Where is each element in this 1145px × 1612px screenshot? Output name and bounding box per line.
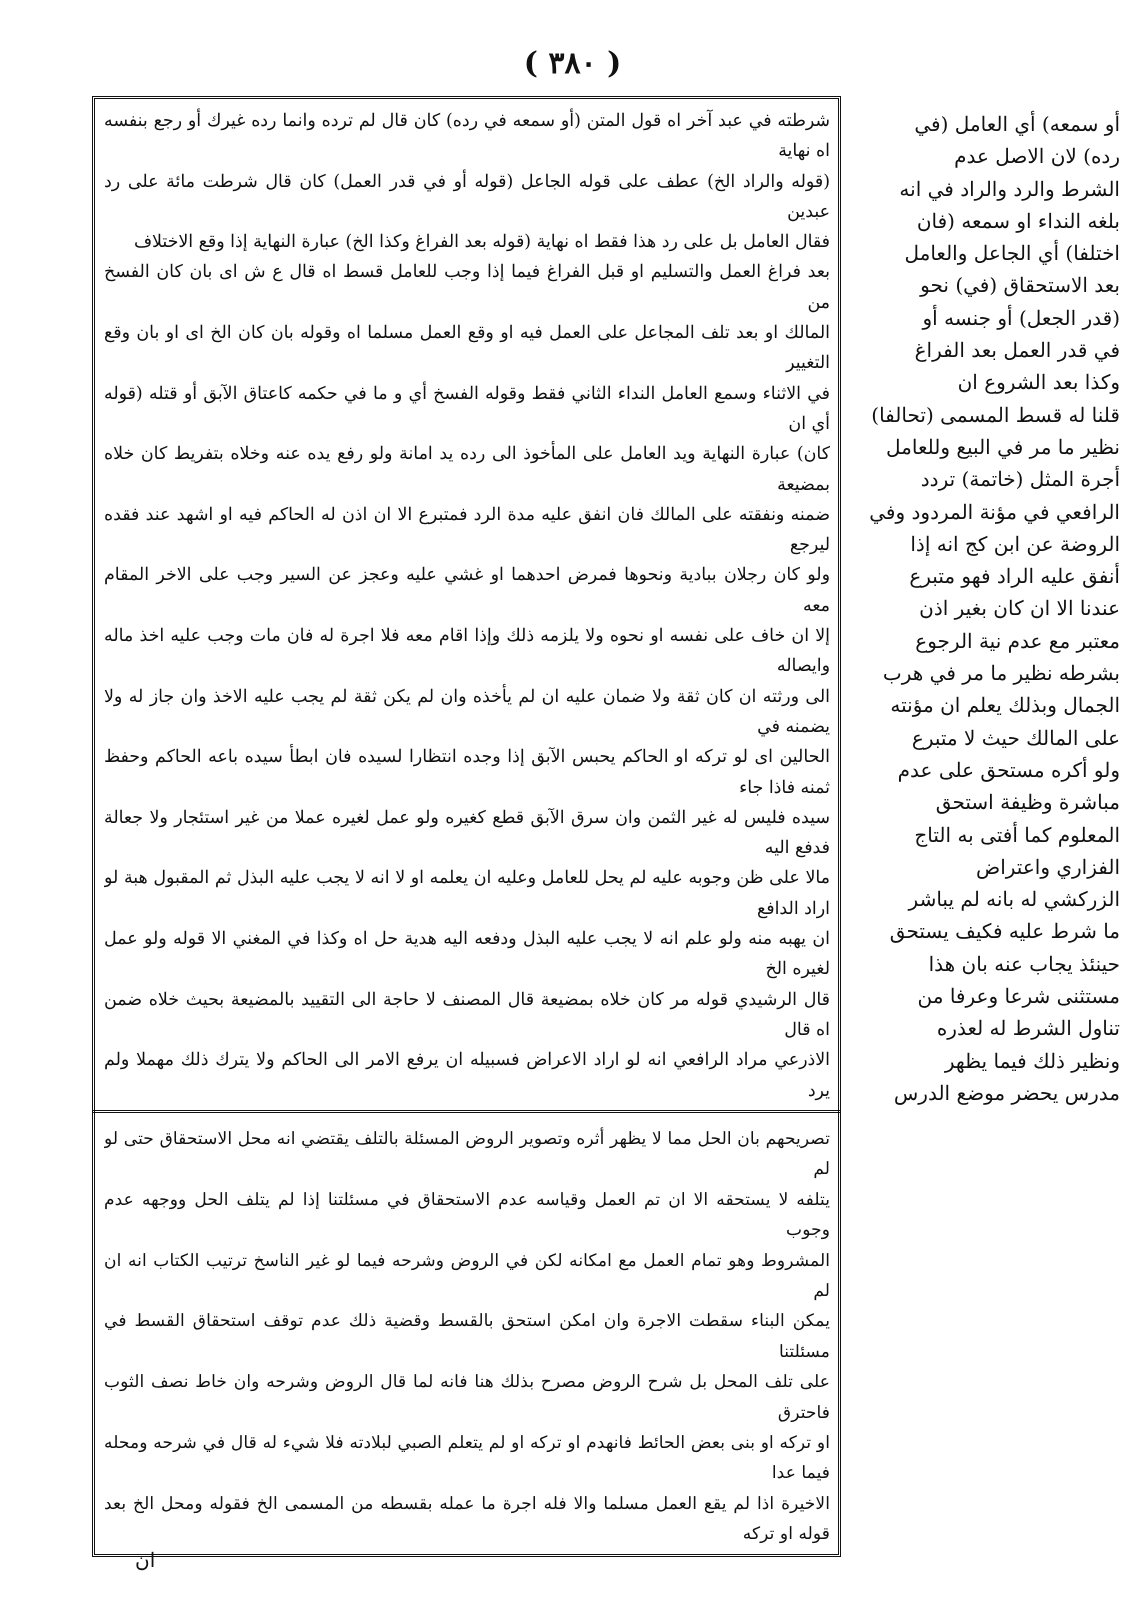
margin-text-line: (قدر الجعل) أو جنسه أو	[922, 305, 1120, 330]
margin-text	[850, 108, 1120, 1108]
main-text-line: المالك او بعد تلف المجاعل على العمل فيه او وقع العمل مسلما اه وقوله بان كان الخ اى او بان وقع التغيير	[104, 323, 830, 374]
catchword: ان	[135, 1548, 156, 1572]
margin-text-line: مدرس يحضر موضع الدرس	[893, 1080, 1120, 1105]
main-text-line: قال الرشيدي قوله مر كان خلاه بمضيعة قال المصنف لا حاجة الى التقييد بالمضيعة بحيث خلاه ضمن اه قال	[104, 989, 830, 1040]
margin-text-line: اختلفا) أي الجاعل والعامل	[904, 241, 1120, 266]
lower-text-line: يمكن البناء سقطت الاجرة وان امكن استحق بالقسط وقضية ذلك عدم توقف استحقاق القسط في مسئلتنا	[104, 1311, 830, 1362]
margin-text-line: الروضة عن ابن كج انه إذا	[910, 531, 1120, 556]
main-text-line: (قوله والراد الخ) عطف على قوله الجاعل (قوله أو في قدر العمل) كان قال شرطت مائة على رد عبدين	[104, 171, 830, 222]
margin-text-line: الرافعي في مؤنة المردود وفي	[869, 499, 1120, 524]
margin-text-line: بلغه النداء او سمعه (فان	[916, 208, 1120, 233]
margin-text-line: ولو أكره مستحق على عدم	[897, 757, 1120, 782]
main-text-line: بعد فراغ العمل والتسليم او قبل الفراغ فيما إذا وجب للعامل قسط اه قال ع ش اى بان كان الفسخ من	[104, 262, 830, 313]
margin-text-line: أنفق عليه الراد فهو متبرع	[909, 564, 1120, 589]
margin-text-line: مستثنى شرعا وعرفا من	[917, 984, 1120, 1009]
main-text-line: ولو كان رجلان ببادية ونحوها فمرض احدهما او غشي عليه وعجز عن السير وجب على الاخر المقام معه	[104, 565, 830, 616]
margin-text-line: بشرطه نظير ما مر في هرب	[882, 661, 1120, 686]
main-text-line: الحالين اى لو تركه او الحاكم يحبس الآبق إذا وجده انتظارا لسيده فان ابطأ سيده باعه الحاكم وحفظ ثمنه فاذا جاء	[104, 747, 830, 798]
margin-text-line: حينئذ يجاب عنه بان هذا	[928, 951, 1120, 976]
margin-text-line: مباشرة وظيفة استحق	[935, 790, 1120, 815]
margin-text-line: الفزاري واعتراض	[976, 854, 1120, 879]
main-text-line: الاذرعي مراد الرافعي انه لو اراد الاعراض فسبيله ان يرفع الامر الى الحاكم ولا يترك ذلك مهملا ولم يرد	[104, 1050, 830, 1101]
margin-text-line: قلنا له قسط المسمى (تحالفا)	[871, 402, 1120, 427]
main-text-line: مالا على ظن وجوبه عليه لم يحل للعامل وعليه ان يعلمه او لا انه لا يجب عليه البذل ثم المقبول هبة لو اراد الدافع	[104, 868, 830, 919]
main-text-line: الى ورثته ان كان ثقة ولا ضمان عليه ان لم يأخذه وان لم يكن ثقة لم يجب عليه الاخذ وان جاز له ولا يضمنه في	[104, 686, 830, 737]
margin-text-line: أجرة المثل (خاتمة) تردد	[920, 467, 1120, 492]
main-text-line: ان يهبه منه ولو علم انه لا يجب عليه البذل ودفعه اليه هدية حل اه وكذا في المغني الا قوله ولو عمل لغيره الخ	[104, 929, 830, 980]
margin-text-line: الجمال وبذلك يعلم ان مؤنته	[890, 693, 1120, 718]
main-text-line: ضمنه ونفقته على المالك فان انفق عليه مدة الرد فمتبرع الا ان اذن له الحاكم فيه او اشهد عند فقده ليرجع	[104, 504, 830, 556]
lower-text-line: على تلف المحل بل شرح الروض مصرح بذلك هنا فانه لما قال الروض وشرحه وان خاط نصف الثوب فاحترق	[104, 1372, 830, 1423]
margin-text-line: وكذا بعد الشروع ان	[957, 370, 1120, 395]
page-number: ( ٣٨٠ )	[523, 46, 622, 81]
main-text-line: في الاثناء وسمع العامل النداء الثاني فقط وقوله الفسخ أي و ما في حكمه كاعتاق الآبق أو قتله (قوله أي ان	[104, 383, 830, 434]
margin-text-line: الزركشي له بانه لم يباشر	[908, 887, 1120, 912]
margin-text-line: ما شرط عليه فكيف يستحق	[889, 919, 1120, 944]
lower-text-line: او تركه او بنى بعض الحائط فانهدم او تركه او لم يتعلم الصبي لبلادته فلا شيء له قال في شرحه ومحله فيما عدا	[104, 1433, 830, 1484]
lower-text-line: المشروط وهو تمام العمل مع امكانه لكن في الروض وشرحه فيما لو غير الناسخ ترتيب الكتاب انه ان لم	[104, 1250, 830, 1302]
main-text-line: سيده فليس له غير الثمن وان سرق الآبق قطع كغيره ولو عمل لغيره عملا من غير استئجار ولا جعالة فدفع اليه	[104, 807, 830, 859]
lower-text-line: الاخيرة اذا لم يقع العمل مسلما والا فله اجرة ما عمله بقسطه من المسمى الخ فقوله ومحل الخ بعد قوله او تركه	[104, 1493, 830, 1544]
main-text-line: فقال العامل بل على رد هذا فقط اه نهاية (قوله بعد الفراغ وكذا الخ) عبارة النهاية إذا وقع الاختلاف	[133, 232, 830, 253]
main-text-line: كان) عبارة النهاية ويد العامل على المأخوذ الى رده يد امانة ولو رفع يده عنه وخلاه بتفريط كان خلاه بمضيعة	[104, 444, 830, 495]
margin-text-line: معتبر مع عدم نية الرجوع	[915, 628, 1120, 653]
margin-text-line: أو سمعه) أي العامل (في	[914, 112, 1120, 136]
margin-text-line: عندنا الا ان كان بغير اذن	[919, 596, 1120, 621]
section-divider	[92, 1110, 841, 1113]
margin-text-line: في قدر العمل بعد الفراغ	[914, 338, 1120, 363]
margin-text-line: رده) لان الاصل عدم	[954, 144, 1120, 169]
main-text-line: شرطته في عبد آخر اه قول المتن (أو سمعه في رده) كان قال لم ترده وانما رده غيرك أو رجع بنفسه اه نهاية	[104, 111, 830, 162]
margin-text-line: نظير ما مر في البيع وللعامل	[886, 434, 1120, 459]
lower-text-line: يتلفه لا يستحقه الا ان تم العمل وقياسه عدم الاستحقاق في مسئلتنا إذا لم يتلف الحل ووجهه عدم وجوب	[104, 1189, 830, 1241]
margin-text-line: الشرط والرد والراد في انه	[899, 176, 1120, 201]
main-commentary	[104, 106, 830, 1106]
margin-text-line: المعلوم كما أفتى به التاج	[914, 822, 1120, 847]
lower-text-line: تصريحهم بان الحل مما لا يظهر أثره وتصوير الروض المسئلة بالتلف يقتضي انه محل الاستحقاق حتى لو لم	[104, 1129, 830, 1180]
margin-text-line: على المالك حيث لا متبرع	[911, 725, 1120, 750]
margin-text-line: تناول الشرط له لعذره	[936, 1016, 1120, 1041]
margin-text-line: بعد الاستحقاق (في) نحو	[920, 273, 1120, 298]
margin-text-line: ونظير ذلك فيما يظهر	[944, 1048, 1120, 1073]
lower-commentary	[104, 1124, 830, 1544]
main-text-line: إلا ان خاف على نفسه او نحوه ولا يلزمه ذلك وإذا اقام معه فلا اجرة له فان مات وجب عليه اخذ ماله وايصاله	[104, 626, 830, 677]
